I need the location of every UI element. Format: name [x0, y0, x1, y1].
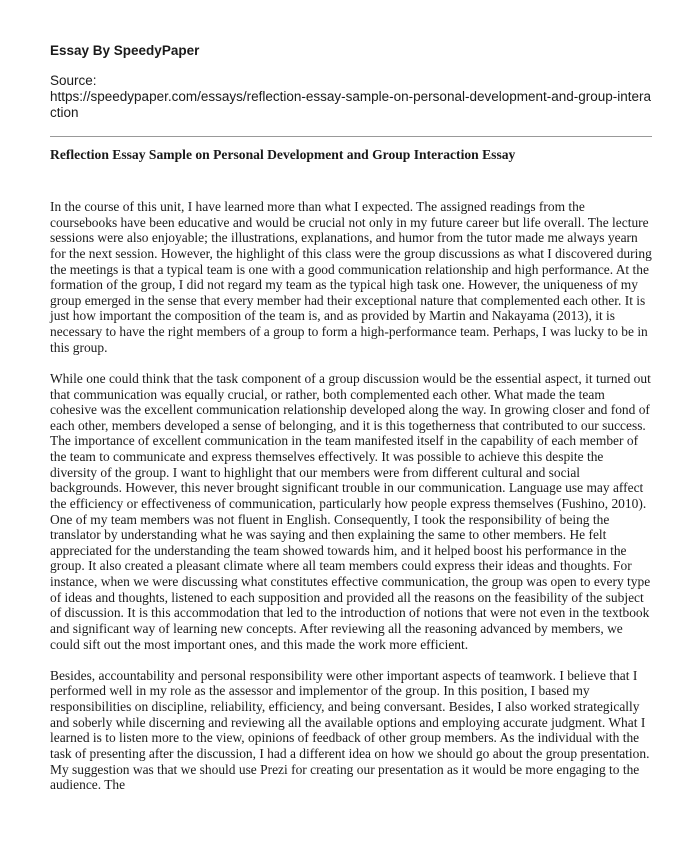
- essay-body: [50, 199, 652, 808]
- essay-paragraph: Besides, accountability and personal responsibility were other important aspects of teamwork. I believe that I performed well in my role as the assessor and implementor of the group. In this position, I based my responsibilities on discipline, reliability, efficiency, and being conversant. Besides, I also worked strategically and soberly while discerning and reviewing all the available options and employing accurate judgment. What I learned is to listen more to the view, opinions of feedback of other group members. As the individual with the task of presenting after the discussion, I had a different idea on how we should go about the group presentation. My suggestion was that we should use Prezi for creating our presentation as it would be more engaging to the audience. The: [50, 667, 650, 793]
- essay-paragraph: While one could think that the task component of a group discussion would be the essential aspect, it turned out that communication was equally crucial, or rather, both complemented each other. What made the team cohesive was the excellent communication relationship developed along the way. In growing closer and fond of each other, members developed a sense of belonging, and it is this togetherness that contributed to our success. The importance of excellent communication in the team manifested itself in the capability of each member of the team to communicate and express themselves effectively. It was possible to achieve this despite the diversity of the group. I want to highlight that our members were from different cultural and social backgrounds. However, this never brought significant trouble in our communication. Language use may affect the efficiency or effectiveness of communication, particularly how people express themselves (Fushino, 2010). One of my team members was not fluent in English. Consequently, I took the responsibility of being the translator by understanding what he was saying and then explaining the same to other members. He felt appreciated for the understanding the team showed towards him, and it helped boost his performance in the group. It also created a pleasant climate where all team members could express their ideas and thoughts. For instance, when we were discussing what constitutes effective communication, the group was open to every type of ideas and thoughts, listened to each supposition and provided all the reasons on the feasibility of the subject of discussion. It is this accommodation that led to the introduction of notions that were not even in the textbook and significant way of learning new concepts. After reviewing all the reasoning advanced by members, we could sift out the most important ones, and this made the work more efficient.: [50, 370, 651, 652]
- source-label: Source:: [50, 73, 97, 88]
- essay-paragraph: In the course of this unit, I have learned more than what I expected. The assigned readings from the coursebooks have been educative and would be crucial not only in my future career but life overall. The lecture sessions were also enjoyable; the illustrations, explanations, and humor from the tutor made me always yearn for the next session. However, the highlight of this class were the group discussions as what I discovered during the meetings is that a typical team is one with a good communication relationship and high performance. At the formation of the group, I did not regard my team as the typical high task one. However, the uniqueness of my group emerged in the sense that every member had their exceptional nature that complemented each other. It is just how important the composition of the team is, and as provided by Martin and Nakayama (2013), it is necessary to have the right members of a group to form a high-performance team. Perhaps, I was lucky to be in this group.: [50, 199, 652, 355]
- document-header-title: Essay By SpeedyPaper: [50, 43, 200, 58]
- source-url: https://speedypaper.com/essays/reflection-essay-sample-on-personal-development-and-group-interaction: [50, 89, 652, 120]
- essay-title: Reflection Essay Sample on Personal Development and Group Interaction Essay: [50, 147, 516, 162]
- header-divider: [50, 136, 652, 137]
